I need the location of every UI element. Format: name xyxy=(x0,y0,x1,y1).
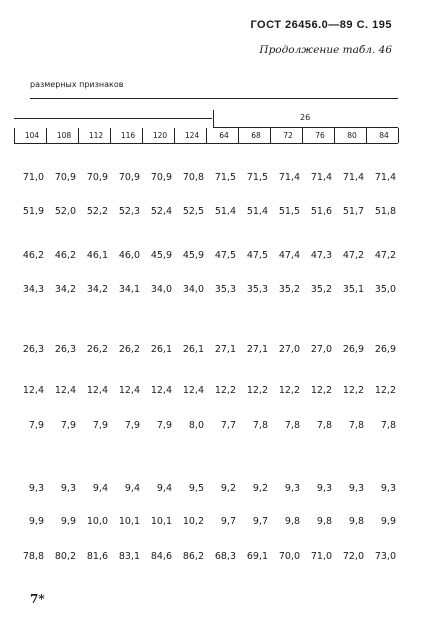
table-cell: 34,3 xyxy=(22,284,44,295)
table-cell: 35,3 xyxy=(214,284,236,295)
page-footnote-mark: 7* xyxy=(30,592,45,606)
column-divider xyxy=(142,128,143,143)
column-header: 124 xyxy=(184,131,200,140)
table-cell: 35,1 xyxy=(342,284,364,295)
column-header: 76 xyxy=(315,131,325,140)
column-divider xyxy=(14,128,15,143)
column-header: 116 xyxy=(120,131,136,140)
table-cell: 9,9 xyxy=(28,516,44,527)
table-cell: 7,9 xyxy=(124,420,140,431)
column-divider xyxy=(270,128,271,143)
column-header: 64 xyxy=(219,131,229,140)
table-cell: 7,8 xyxy=(284,420,300,431)
group-number: 26 xyxy=(300,113,311,122)
table-cell: 9,3 xyxy=(28,483,44,494)
table-cell: 51,4 xyxy=(214,206,236,217)
column-divider xyxy=(174,128,175,143)
table-cell: 71,0 xyxy=(22,172,44,183)
table-cell: 46,1 xyxy=(86,250,108,261)
table-cell: 81,6 xyxy=(86,551,108,562)
column-header: 80 xyxy=(347,131,357,140)
table-cell: 9,2 xyxy=(252,483,268,494)
column-header: 68 xyxy=(251,131,261,140)
table-cell: 51,7 xyxy=(342,206,364,217)
table-cell: 27,1 xyxy=(214,344,236,355)
table-cell: 10,1 xyxy=(118,516,140,527)
table-cell: 70,9 xyxy=(150,172,172,183)
rule-top xyxy=(30,98,398,99)
table-cell: 10,1 xyxy=(150,516,172,527)
rule-head-bottom xyxy=(14,143,398,144)
table-cell: 70,9 xyxy=(86,172,108,183)
table-cell: 10,0 xyxy=(86,516,108,527)
table-cell: 12,2 xyxy=(246,385,268,396)
table-cell: 26,3 xyxy=(54,344,76,355)
rule-head-top xyxy=(14,118,212,119)
table-cell: 70,9 xyxy=(54,172,76,183)
column-header: 108 xyxy=(56,131,72,140)
table-cell: 51,6 xyxy=(310,206,332,217)
table-cell: 73,0 xyxy=(374,551,396,562)
table-cell: 86,2 xyxy=(182,551,204,562)
table-cell: 52,5 xyxy=(182,206,204,217)
table-cell: 7,9 xyxy=(60,420,76,431)
column-header: 112 xyxy=(88,131,104,140)
column-divider xyxy=(398,128,399,143)
table-cell: 7,8 xyxy=(252,420,268,431)
table-cell: 34,2 xyxy=(54,284,76,295)
table-cell: 26,9 xyxy=(342,344,364,355)
group-divider xyxy=(213,110,214,128)
table-cell: 26,9 xyxy=(374,344,396,355)
table-caption: размерных признаков xyxy=(30,80,124,89)
table-cell: 9,7 xyxy=(252,516,268,527)
table-cell: 71,4 xyxy=(342,172,364,183)
table-cell: 26,1 xyxy=(150,344,172,355)
table-cell: 7,9 xyxy=(156,420,172,431)
table-cell: 9,3 xyxy=(60,483,76,494)
table-cell: 27,1 xyxy=(246,344,268,355)
column-divider xyxy=(238,128,239,143)
table-cell: 7,8 xyxy=(348,420,364,431)
table-cell: 26,2 xyxy=(86,344,108,355)
table-cell: 7,8 xyxy=(380,420,396,431)
table-cell: 51,9 xyxy=(22,206,44,217)
table-cell: 34,2 xyxy=(86,284,108,295)
table-cell: 51,8 xyxy=(374,206,396,217)
table-cell: 71,0 xyxy=(310,551,332,562)
table-cell: 9,3 xyxy=(316,483,332,494)
table-cell: 46,0 xyxy=(118,250,140,261)
table-cell: 12,2 xyxy=(374,385,396,396)
table-cell: 27,0 xyxy=(310,344,332,355)
table-cell: 7,9 xyxy=(92,420,108,431)
table-cell: 12,4 xyxy=(118,385,140,396)
table-cell: 9,8 xyxy=(284,516,300,527)
column-divider xyxy=(78,128,79,143)
table-cell: 35,3 xyxy=(246,284,268,295)
column-divider xyxy=(46,128,47,143)
page-header: ГОСТ 26456.0—89 С. 195 xyxy=(250,19,392,31)
table-cell: 70,9 xyxy=(118,172,140,183)
table-cell: 9,3 xyxy=(348,483,364,494)
table-cell: 71,5 xyxy=(214,172,236,183)
table-cell: 71,4 xyxy=(310,172,332,183)
table-cell: 12,4 xyxy=(54,385,76,396)
table-cell: 9,4 xyxy=(92,483,108,494)
table-cell: 9,2 xyxy=(220,483,236,494)
table-cell: 71,4 xyxy=(278,172,300,183)
column-divider xyxy=(334,128,335,143)
table-cell: 71,4 xyxy=(374,172,396,183)
table-cell: 52,2 xyxy=(86,206,108,217)
table-cell: 34,0 xyxy=(150,284,172,295)
table-cell: 47,3 xyxy=(310,250,332,261)
column-header: 104 xyxy=(24,131,40,140)
table-cell: 26,3 xyxy=(22,344,44,355)
table-continuation-title: Продолжение табл. 46 xyxy=(259,44,392,56)
table-cell: 78,8 xyxy=(22,551,44,562)
table-cell: 34,1 xyxy=(118,284,140,295)
table-cell: 9,8 xyxy=(348,516,364,527)
table-cell: 45,9 xyxy=(182,250,204,261)
table-cell: 12,2 xyxy=(342,385,364,396)
table-cell: 47,4 xyxy=(278,250,300,261)
column-header: 84 xyxy=(379,131,389,140)
table-cell: 70,0 xyxy=(278,551,300,562)
table-cell: 9,3 xyxy=(284,483,300,494)
table-cell: 9,9 xyxy=(380,516,396,527)
table-cell: 80,2 xyxy=(54,551,76,562)
table-cell: 47,2 xyxy=(374,250,396,261)
table-cell: 69,1 xyxy=(246,551,268,562)
table-cell: 35,0 xyxy=(374,284,396,295)
table-cell: 7,8 xyxy=(316,420,332,431)
table-cell: 9,4 xyxy=(124,483,140,494)
table-cell: 8,0 xyxy=(188,420,204,431)
column-divider xyxy=(302,128,303,143)
table-cell: 46,2 xyxy=(22,250,44,261)
column-divider xyxy=(110,128,111,143)
table-cell: 71,5 xyxy=(246,172,268,183)
table-cell: 52,4 xyxy=(150,206,172,217)
column-header: 120 xyxy=(152,131,168,140)
table-cell: 7,9 xyxy=(28,420,44,431)
table-cell: 9,4 xyxy=(156,483,172,494)
table-cell: 51,4 xyxy=(246,206,268,217)
table-cell: 52,0 xyxy=(54,206,76,217)
table-cell: 35,2 xyxy=(310,284,332,295)
table-cell: 9,8 xyxy=(316,516,332,527)
table-cell: 47,5 xyxy=(214,250,236,261)
table-cell: 10,2 xyxy=(182,516,204,527)
table-cell: 84,6 xyxy=(150,551,172,562)
table-cell: 47,2 xyxy=(342,250,364,261)
table-cell: 26,1 xyxy=(182,344,204,355)
table-cell: 12,4 xyxy=(22,385,44,396)
table-cell: 70,8 xyxy=(182,172,204,183)
column-divider xyxy=(366,128,367,143)
table-cell: 12,4 xyxy=(86,385,108,396)
table-cell: 12,2 xyxy=(310,385,332,396)
table-cell: 35,2 xyxy=(278,284,300,295)
column-header: 72 xyxy=(283,131,293,140)
table-cell: 12,2 xyxy=(278,385,300,396)
table-cell: 68,3 xyxy=(214,551,236,562)
table-cell: 45,9 xyxy=(150,250,172,261)
table-cell: 9,5 xyxy=(188,483,204,494)
table-cell: 26,2 xyxy=(118,344,140,355)
table-cell: 72,0 xyxy=(342,551,364,562)
column-divider xyxy=(206,128,207,143)
table-cell: 12,4 xyxy=(182,385,204,396)
table-cell: 46,2 xyxy=(54,250,76,261)
table-cell: 52,3 xyxy=(118,206,140,217)
rule-group xyxy=(213,127,398,128)
table-cell: 9,3 xyxy=(380,483,396,494)
table-cell: 12,4 xyxy=(150,385,172,396)
table-cell: 12,2 xyxy=(214,385,236,396)
table-cell: 83,1 xyxy=(118,551,140,562)
table-cell: 34,0 xyxy=(182,284,204,295)
table-cell: 9,7 xyxy=(220,516,236,527)
table-cell: 9,9 xyxy=(60,516,76,527)
table-cell: 27,0 xyxy=(278,344,300,355)
table-cell: 47,5 xyxy=(246,250,268,261)
table-cell: 51,5 xyxy=(278,206,300,217)
table-cell: 7,7 xyxy=(220,420,236,431)
